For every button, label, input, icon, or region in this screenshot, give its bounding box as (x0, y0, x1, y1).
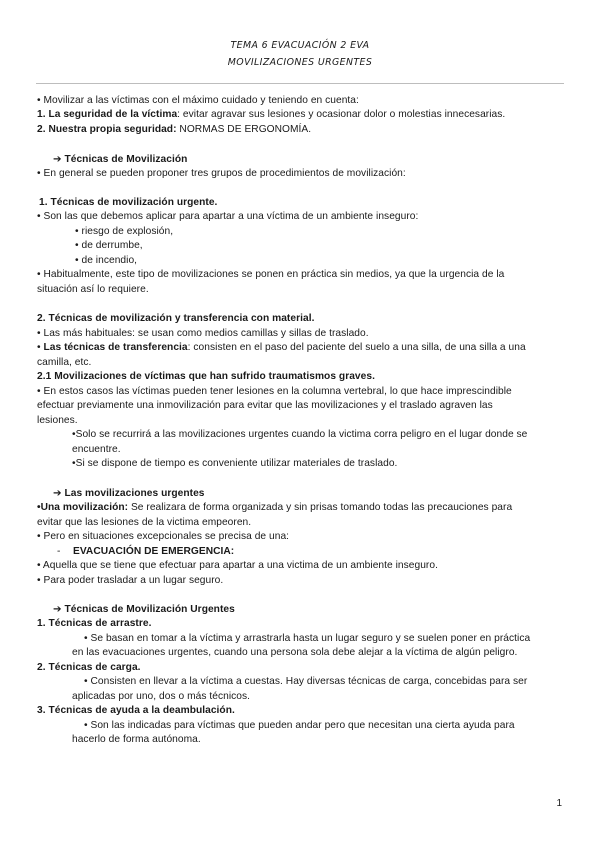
paragraph-line: • Pero en situaciones excepcionales se precisa de una: (37, 531, 290, 542)
section-heading-urgentes: ➔ Las movilizaciones urgentes (53, 488, 205, 499)
intro-point-2 (37, 123, 311, 136)
paragraph-line: evitar que las lesiones de la victima empeoren. (37, 517, 252, 528)
subheading-material: 2. Técnicas de movilización y transferencia con material. (37, 313, 315, 324)
section-heading-mov-urgentes: ➔ Técnicas de Movilización Urgentes (53, 604, 235, 615)
paragraph-line (37, 341, 526, 354)
list-item: • riesgo de explosión, (75, 226, 174, 237)
intro-point-1-text: : evitar agravar sus lesiones y ocasionar dolor o molestias innecesarias. (177, 109, 506, 120)
subheading-traumatismos: 2.1 Movilizaciones de víctimas que han sufrido traumatismos graves. (37, 371, 375, 382)
paragraph-text: Se realizara de forma organizada y sin prisas tomando todas las precauciones para (128, 502, 513, 513)
list-item: • Consisten en llevar a la víctima a cuestas. Hay diversas técnicas de carga, concebidas para ser (84, 676, 528, 687)
paragraph-line (37, 501, 512, 514)
subheading-deambulacion: 3. Técnicas de ayuda a la deambulación. (37, 705, 235, 716)
list-item: encuentre. (72, 444, 121, 455)
paragraph-line: • En estos casos las víctimas pueden tener lesiones en la columna vertebral, lo que hace imprescindible (37, 386, 512, 397)
paragraph-line: situación así lo requiere. (37, 284, 149, 295)
header-title: TEMA 6 EVACUACIÓN 2 EVA (230, 40, 370, 51)
list-item: en las evacuaciones urgentes, cuando una persona sola debe alejar a la víctima de algún peligro. (72, 647, 518, 658)
paragraph-line: efectuar previamente una inmovilización para evitar que las movilizaciones y el traslado agraven las (37, 400, 493, 411)
list-item: •Si se dispone de tiempo es conveniente utilizar materiales de traslado. (72, 458, 398, 469)
subheading-carga: 2. Técnicas de carga. (37, 662, 141, 673)
paragraph-text: : consisten en el paso del paciente del suelo a una silla, de una silla a una (187, 342, 526, 353)
intro-point-1-label: 1. La seguridad de la víctima (37, 109, 178, 120)
subheading-arrastre: 1. Técnicas de arrastre. (37, 618, 152, 629)
section-heading-tecnicas: ➔ Técnicas de Movilización (53, 154, 188, 165)
term-transferencia: Las técnicas de transferencia (43, 342, 188, 353)
paragraph-line: camilla, etc. (37, 357, 92, 368)
subheading-urgente: 1. Técnicas de movilización urgente. (39, 197, 218, 208)
paragraph-line: • Las más habituales: se usan como medios camillas y sillas de traslado. (37, 328, 369, 339)
list-item: aplicadas por uno, dos o más técnicos. (72, 691, 251, 702)
list-item: • Se basan en tomar a la víctima y arrastrarla hasta un lugar seguro y se suelen poner en práctica (84, 633, 531, 644)
paragraph-line: • Son las que debemos aplicar para apartar a una víctima de un ambiente inseguro: (37, 211, 419, 222)
paragraph-line: • Habitualmente, este tipo de movilizaciones se ponen en práctica sin medios, ya que la urgencia de la (37, 269, 505, 280)
list-item: • de derrumbe, (75, 240, 143, 251)
paragraph-line: • En general se pueden proponer tres grupos de procedimientos de movilización: (37, 168, 406, 179)
list-item: hacerlo de forma autónoma. (72, 734, 201, 745)
dash-bullet: - (57, 546, 61, 557)
list-item: • Son las indicadas para víctimas que pueden andar pero que necesitan una cierta ayuda para (84, 720, 515, 731)
paragraph-line: • Aquella que se tiene que efectuar para apartar a una victima de un ambiente inseguro. (37, 560, 438, 571)
bullet-prefix: • (37, 342, 44, 353)
page-number: 1 (556, 798, 562, 809)
intro-point-2-text: NORMAS DE ERGONOMÍA. (176, 124, 312, 135)
header-divider (36, 83, 564, 84)
paragraph-line: • Para poder trasladar a un lugar seguro. (37, 575, 224, 586)
list-item: • de incendio, (75, 255, 138, 266)
intro-point-2-label: 2. Nuestra propia seguridad: (37, 124, 177, 135)
subheading-evacuacion-emergencia: EVACUACIÓN DE EMERGENCIA: (73, 546, 235, 557)
header-subtitle: MOVILIZACIONES URGENTES (227, 57, 373, 68)
intro-point-1 (37, 108, 505, 121)
intro-line: • Movilizar a las víctimas con el máximo cuidado y teniendo en cuenta: (37, 95, 359, 106)
list-item: •Solo se recurrirá a las movilizaciones urgentes cuando la victima corra peligro en el lugar donde se (72, 429, 528, 440)
paragraph-line: lesiones. (37, 415, 78, 426)
term-movilizacion: •Una movilización: (37, 502, 129, 513)
